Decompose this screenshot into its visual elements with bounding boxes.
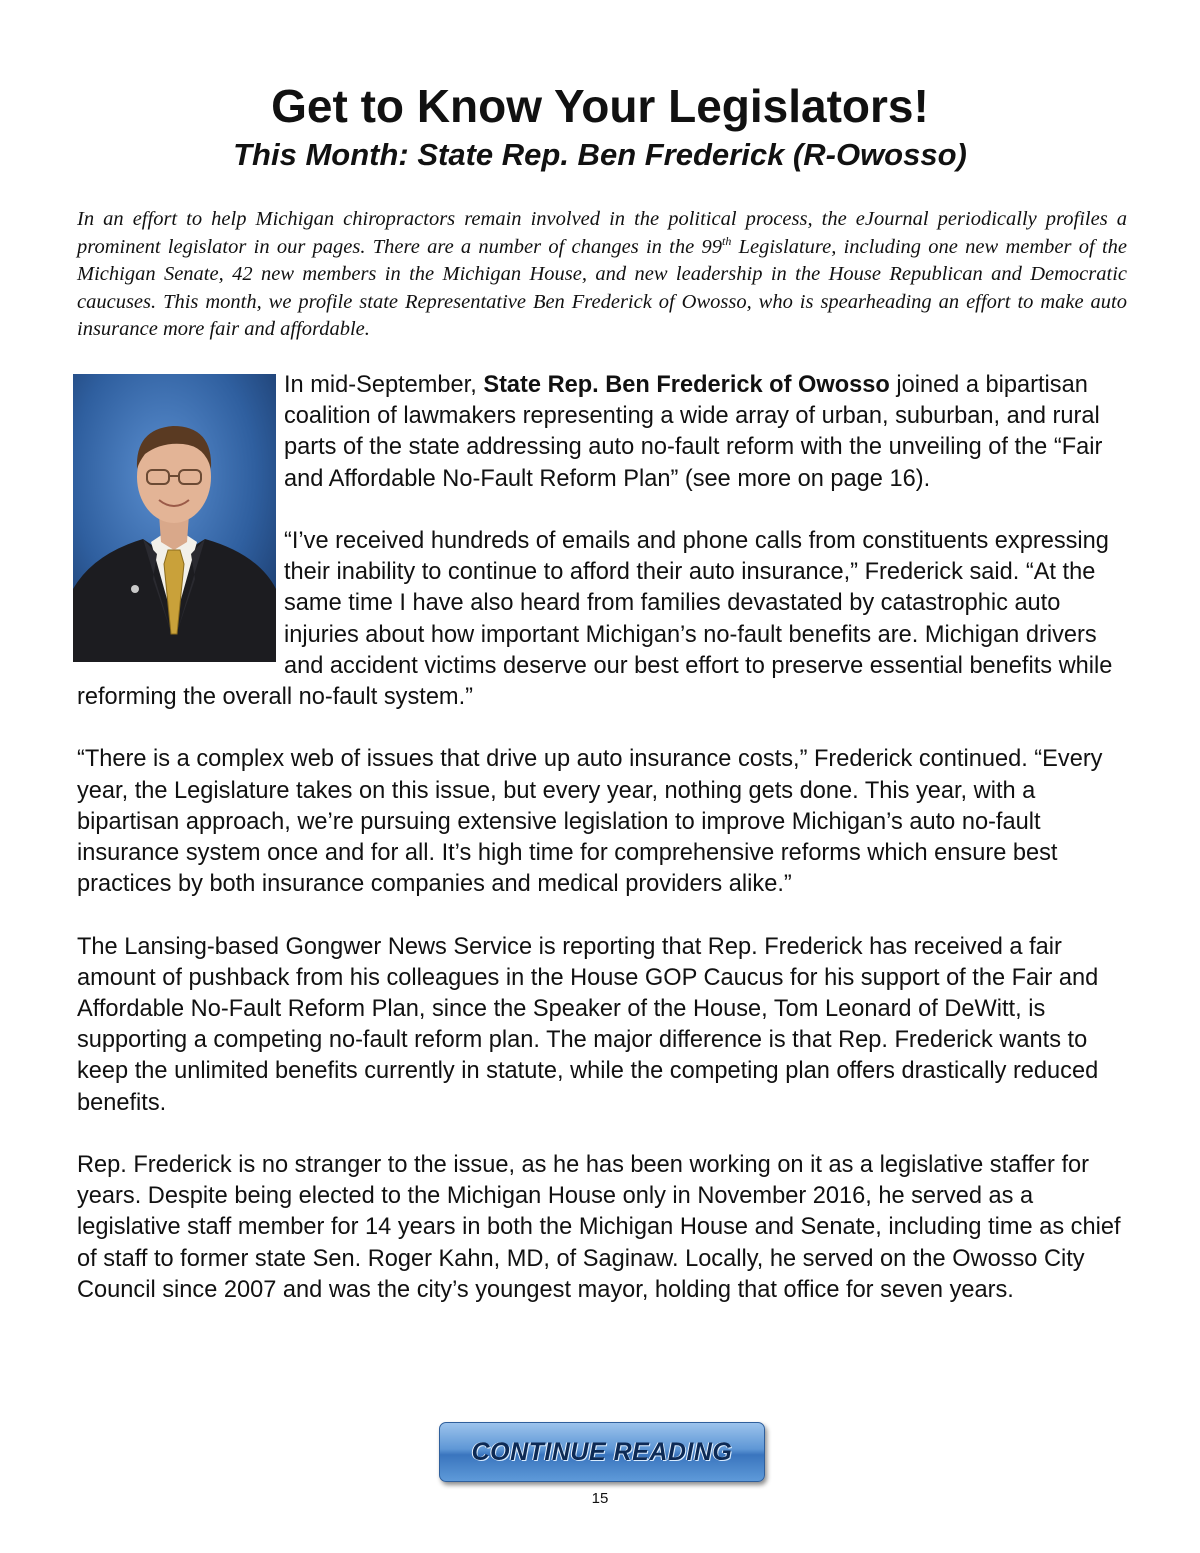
- article-body: [77, 370, 1137, 1337]
- intro-superscript: th: [721, 233, 732, 248]
- page-subtitle: This Month: State Rep. Ben Frederick (R-Owosso): [233, 137, 967, 172]
- article-paragraph-1-lead: In mid-September,: [284, 372, 484, 398]
- article-paragraph-5: Rep. Frederick is no stranger to the issue, as he has been working on it as a legislative staffer for years. Despite being elected to the Michigan House only in November 2016, he served as a legislative staff member for 14 years in both the Michigan House and Senate, including time as chief of staff to former state Sen. Roger Kahn, MD, of Saginaw. Locally, he served on the Owosso City Council since 2007 and was the city’s youngest mayor, holding that office for seven years.: [77, 1152, 1121, 1303]
- article-paragraph-3: “There is a complex web of issues that drive up auto insurance costs,” Frederick continued. “Every year, the Legislature takes on this issue, but every year, nothing gets done. This year, with a bipartisan approach, we’re pursuing extensive legislation to improve Michigan’s auto no-fault insurance system once and for all. It’s high time for comprehensive reforms which ensure best practices by both insurance companies and medical providers alike.”: [77, 746, 1103, 898]
- continue-reading-label: CONTINUE READING: [471, 1437, 733, 1466]
- intro-paragraph: [77, 206, 1127, 344]
- article-paragraph-2: “I’ve received hundreds of emails and phone calls from constituents expressing their inability to continue to afford their auto insurance,” Frederick said. “At the same time I have also heard from families devastated by catastrophic auto injuries about how important Michigan’s no-fault benefits are. Michigan drivers and accident victims deserve our best effort to preserve essential benefits while reforming the overall no-fault system.”: [77, 528, 1113, 711]
- page-title: Get to Know Your Legislators!: [271, 80, 929, 132]
- portrait-spacer: [77, 370, 284, 666]
- article-paragraph-4: The Lansing-based Gongwer News Service is reporting that Rep. Frederick has received a fair amount of pushback from his colleagues in the House GOP Caucus for his support of the Fair and Affordable No-Fault Reform Plan, since the Speaker of the House, Tom Leonard of DeWitt, is supporting a competing no-fault reform plan. The major difference is that Rep. Frederick wants to keep the unlimited benefits currently in statute, while the competing plan offers drastically reduced benefits.: [77, 933, 1099, 1116]
- continue-reading-button[interactable]: [439, 1422, 765, 1482]
- article-paragraph-1-bold: State Rep. Ben Frederick of Owosso: [483, 372, 890, 398]
- article-paragraph-1-rest: joined a bipartisan coalition of lawmakers representing a wide array of urban, suburban, and rural parts of the state addressing auto no-fault reform with the unveiling of the “Fair and Affordable No-Fault Reform Plan” (see more on page 16).: [284, 372, 1103, 492]
- page-number: 15: [591, 1490, 609, 1507]
- intro-text-part1: In an effort to help Michigan chiropractors remain involved in the political process, the eJournal periodically profiles a prominent legislator in our pages. There are a number of changes in the 99: [77, 208, 1127, 258]
- intro-text-part2: Legislature, including one new member of the Michigan Senate, 42 new members in the Michigan House, and new leadership in the House Republican and Democratic caucuses. This month, we profile state Representative Ben Frederick of Owosso, who is spearheading an effort to make auto insurance more fair and affordable.: [77, 235, 1127, 341]
